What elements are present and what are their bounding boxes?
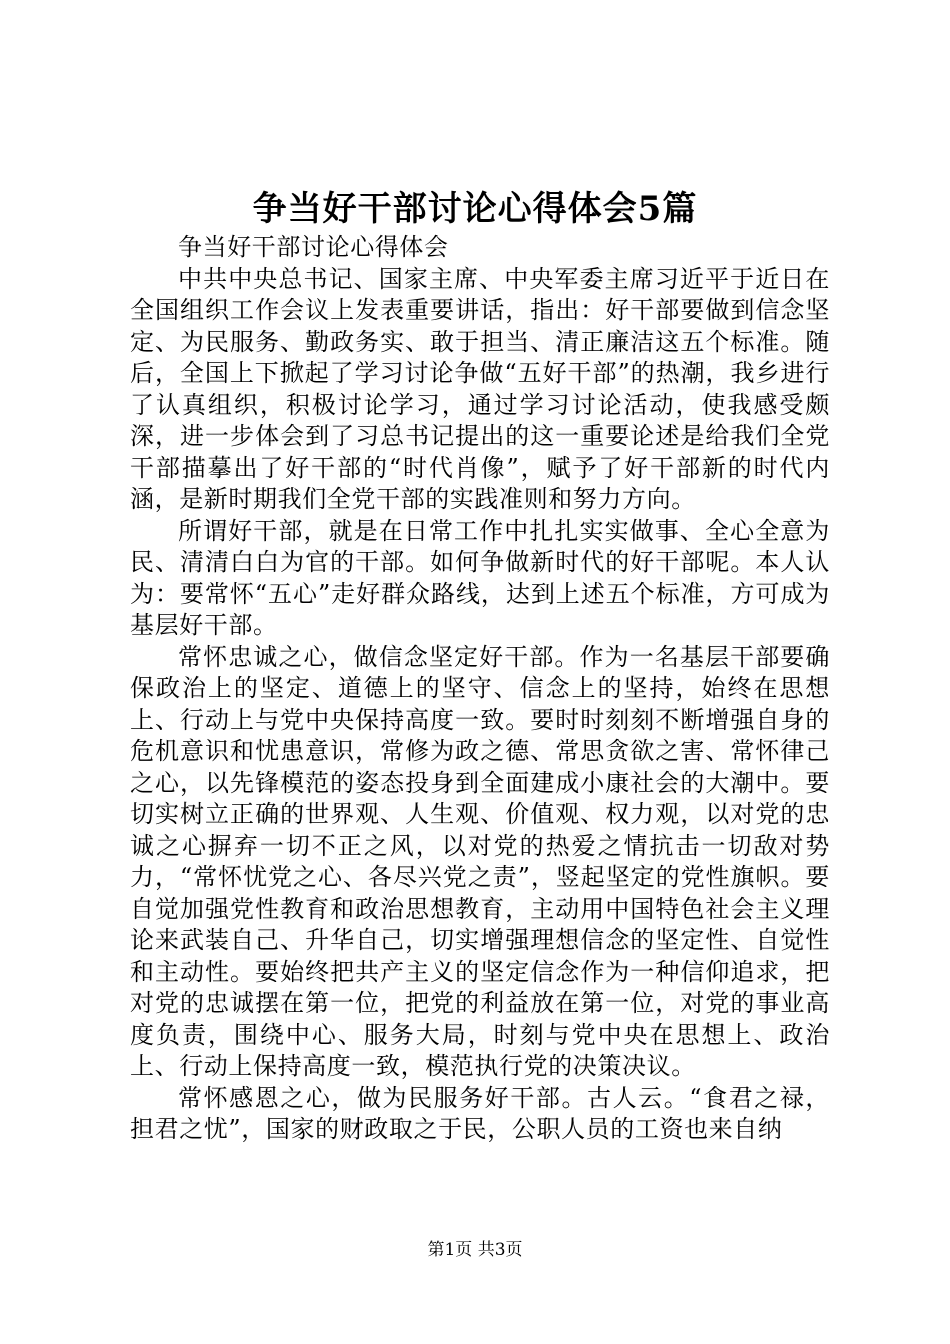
document-body <box>130 232 830 1146</box>
paragraph: 中共中央总书记、国家主席、中央军委主席习近平于近日在全国组织工作会议上发表重要讲话，指出：好干部要做到信念坚定、为民服务、勤政务实、敢于担当、清正廉洁这五个标准。随后，全国上下掀起了学习讨论争做“五好干部”的热潮，我乡进行了认真组织，积极讨论学习，通过学习讨论活动，使我感受颇深，进一步体会到了习总书记提出的这一重要论述是给我们全党干部描摹出了好干部的“时代肖像”，赋予了好干部新的时代内涵，是新时期我们全党干部的实践准则和努力方向。 <box>130 264 830 513</box>
paragraph: 常怀感恩之心，做为民服务好干部。古人云。“食君之禄，担君之忧”，国家的财政取之于民，公职人员的工资也来自纳 <box>130 1083 830 1143</box>
paragraph: 所谓好干部，就是在日常工作中扎扎实实做事、全心全意为民、清清白白为官的干部。如何争做新时代的好干部呢。本人认为：要常怀“五心”走好群众路线，达到上述五个标准，方可成为基层好干部。 <box>130 516 830 639</box>
document-title: 争当好干部讨论心得体会5篇 <box>252 189 698 229</box>
subtitle-paragraph: 争当好干部讨论心得体会 <box>178 233 449 261</box>
page-number-footer: 第1页 共3页 <box>427 1240 523 1260</box>
paragraph: 常怀忠诚之心，做信念坚定好干部。作为一名基层干部要确保政治上的坚定、道德上的坚守、信念上的坚持，始终在思想上、行动上与党中央保持高度一致。要时时刻刻不断增强自身的危机意识和忧患意识，常修为政之德、常思贪欲之害、常怀律己之心，以先锋模范的姿态投身到全面建成小康社会的大潮中。要切实树立正确的世界观、人生观、价值观、权力观，以对党的忠诚之心摒弃一切不正之风，以对党的热爱之情抗击一切敌对势力，“常怀忧党之心、各尽兴党之责”，竖起坚定的党性旗帜。要自觉加强党性教育和政治思想教育，主动用中国特色社会主义理论来武装自己、升华自己，切实增强理想信念的坚定性、自觉性和主动性。要始终把共产主义的坚定信念作为一种信仰追求，把对党的忠诚摆在第一位，把党的利益放在第一位，对党的事业高度负责，围绕中心、服务大局，时刻与党中央在思想上、政治上、行动上保持高度一致，模范执行党的决策决议。 <box>130 642 830 1080</box>
